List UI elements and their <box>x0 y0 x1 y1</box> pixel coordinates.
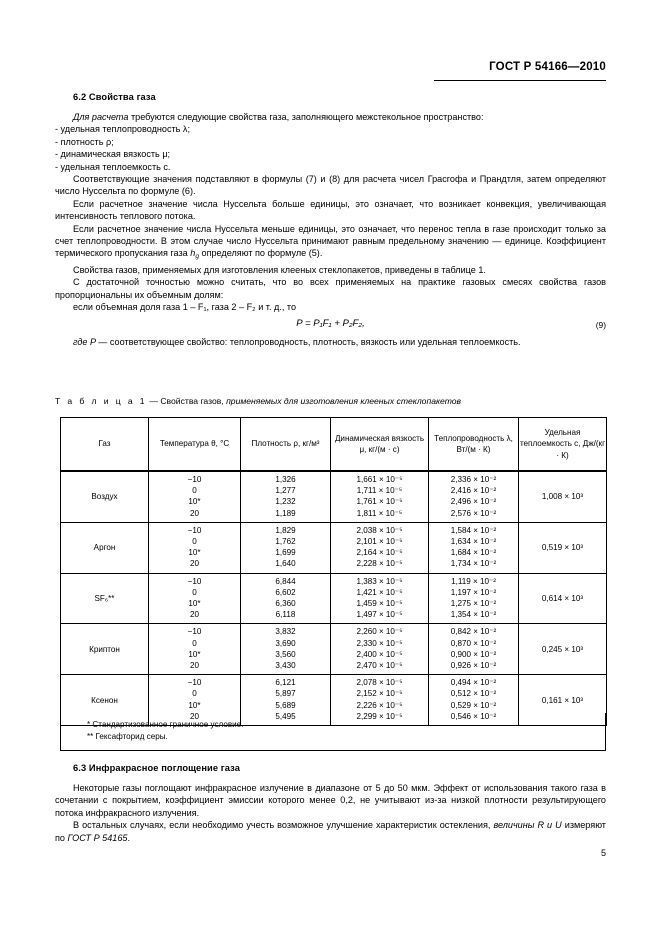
paragraph-grashof-prandtl: Соответствующие значения подставляют в формулы (7) и (8) для расчета чисел Грасгофа и Прандтля, затем определяют число Нуссельта по формуле (6). <box>55 174 606 197</box>
cell-heat-capacity: 0,519 × 10³ <box>519 522 607 573</box>
value-conductivity: 1,119 × 10⁻² <box>451 576 496 586</box>
value-density: 3,832 <box>275 627 296 637</box>
value-conductivity: 1,584 × 10⁻² <box>450 525 497 535</box>
measurement-mid: измеряют по <box>55 820 606 843</box>
value-viscosity: 1,761 × 10⁻⁵ <box>356 497 403 507</box>
table-row <box>61 573 607 624</box>
intro-rest: требуются следующие свойства газа, заполняющего межстекольное пространство: <box>128 112 484 122</box>
value-temperature: 20 <box>189 508 199 518</box>
value-temperature: −10 <box>187 576 202 586</box>
value-temperature: 0 <box>192 537 197 547</box>
cell-viscosity <box>331 624 429 675</box>
value-temperature: 10* <box>188 497 201 507</box>
value-density: 6,360 <box>275 599 296 609</box>
measurement-suffix: . <box>127 832 130 843</box>
value-viscosity: 2,101 × 10⁻⁵ <box>356 537 403 547</box>
value-viscosity: 1,661 × 10⁻⁵ <box>356 475 403 484</box>
value-temperature: 20 <box>189 711 199 721</box>
value-density: 5,897 <box>275 689 296 699</box>
value-conductivity: 0,842 × 10⁻² <box>450 627 497 637</box>
cell-temperatures <box>149 573 241 624</box>
value-conductivity: 1,634 × 10⁻² <box>450 537 497 547</box>
value-density: 1,189 <box>275 508 296 518</box>
formula-9-number: (9) <box>595 320 606 331</box>
table-header-row <box>61 418 607 472</box>
value-conductivity: 0,926 × 10⁻² <box>450 661 497 671</box>
cell-density <box>241 471 331 522</box>
header-rule <box>434 80 606 81</box>
cell-density <box>241 624 331 675</box>
value-conductivity: 2,336 × 10⁻² <box>450 475 497 484</box>
value-temperature: 0 <box>192 587 197 597</box>
cell-temperatures <box>149 522 241 573</box>
section-6-2-intro <box>55 111 606 123</box>
formula-9-legend-body <box>73 336 606 348</box>
value-density: 5,689 <box>275 700 296 710</box>
value-conductivity: 0,870 × 10⁻² <box>450 638 497 648</box>
value-conductivity: 2,576 × 10⁻² <box>450 508 497 518</box>
value-temperature: 10* <box>188 599 201 609</box>
value-temperature: 20 <box>189 610 199 620</box>
value-density: 6,118 <box>275 610 296 620</box>
value-temperature: −10 <box>187 678 202 688</box>
value-density: 1,829 <box>275 525 296 535</box>
value-temperature: 20 <box>189 661 199 671</box>
cell-conductivity <box>429 573 519 624</box>
value-density: 1,277 <box>275 486 296 496</box>
measurement-quantities: величины R и U <box>493 820 562 831</box>
column-header-gas: Газ <box>61 418 149 472</box>
property-item-heat-capacity: - удельная теплоемкость c. <box>55 161 171 172</box>
column-header-density: Плотность ρ, кг/м³ <box>241 418 331 472</box>
value-density: 5,495 <box>275 711 296 721</box>
value-conductivity: 1,275 × 10⁻² <box>450 599 497 609</box>
cell-heat-capacity: 0,614 × 10³ <box>519 573 607 624</box>
cell-gas-name: Ксенон <box>61 675 149 726</box>
value-temperature: 10* <box>188 649 201 659</box>
page-number: 5 <box>600 848 606 858</box>
value-temperature: −10 <box>187 627 202 637</box>
value-conductivity: 0,512 × 10⁻² <box>450 689 497 699</box>
column-header-conductivity: Теплопроводность λ, Вт/(м · К) <box>429 418 519 472</box>
formula-9: P = P₁F₁ + P₂F₂, <box>296 318 365 330</box>
footnote-single-asterisk: * Стандартизованное граничное условие. <box>87 720 244 729</box>
table-caption-dash: — <box>146 396 161 406</box>
value-temperature: −10 <box>187 475 202 484</box>
value-conductivity: 2,496 × 10⁻² <box>450 497 497 507</box>
table-1-caption <box>55 396 461 406</box>
value-viscosity: 2,164 × 10⁻⁵ <box>356 548 403 558</box>
cell-conductivity <box>429 624 519 675</box>
value-viscosity: 1,383 × 10⁻⁵ <box>356 576 403 586</box>
value-viscosity: 2,400 × 10⁻⁵ <box>356 649 403 659</box>
paragraph-nusselt-less <box>55 223 606 264</box>
value-viscosity: 2,228 × 10⁻⁵ <box>356 559 403 569</box>
coefficient-subscript: g <box>195 253 199 261</box>
section-6-2 <box>55 92 606 349</box>
value-temperature: 0 <box>192 638 197 648</box>
legend-text: соответствующее свойство: теплопроводность, плотность, вязкость или удельная теплоемкость. <box>109 337 521 348</box>
volume-fraction-line: если объемная доля газа 1 – F₁, газа 2 – F₂ и т. д., то <box>73 301 297 312</box>
nusselt-prefix: Если расчетное значение числа Нуссельта меньше единицы, это означает, что перенос тепла в газе происходит только за счет теплопроводности. В этом случае число Нуссельта принимают равным предельному значению — единице. Коэффициент термического пропускания газа <box>55 223 606 259</box>
cell-heat-capacity: 1,008 × 10³ <box>519 471 607 522</box>
value-conductivity: 1,734 × 10⁻² <box>450 559 497 569</box>
cell-gas-name: Аргон <box>61 522 149 573</box>
value-conductivity: 0,546 × 10⁻² <box>450 711 497 721</box>
value-viscosity: 2,226 × 10⁻⁵ <box>356 700 403 710</box>
value-viscosity: 2,260 × 10⁻⁵ <box>356 627 403 637</box>
cell-viscosity <box>331 471 429 522</box>
cell-conductivity <box>429 522 519 573</box>
value-density: 3,430 <box>275 661 296 671</box>
value-conductivity: 1,684 × 10⁻² <box>450 548 497 558</box>
measurement-prefix: В остальных случаях, если необходимо учесть возможное улучшение характеристик остекления, <box>73 820 494 831</box>
table-caption-label: Т а б л и ц а 1 <box>55 396 147 406</box>
value-conductivity: 0,900 × 10⁻² <box>450 649 497 659</box>
paragraph-gas-mixtures: С достаточной точностью можно считать, что во всех применяемых на практике газовых смесях свойства газов пропорциональны их объемным долям: <box>55 277 606 300</box>
value-density: 6,121 <box>275 678 296 688</box>
paragraph-nusselt-greater: Если расчетное значение числа Нуссельта больше единицы, это означает, что возникает конвекция, увеличивающая интенсивность теплового потока. <box>55 198 606 222</box>
value-temperature: −10 <box>187 525 202 535</box>
table-row <box>61 522 607 573</box>
value-density: 1,232 <box>275 497 296 507</box>
column-header-heat-capacity: Удельная теплоемкость c, Дж/(кг · К) <box>519 418 607 472</box>
value-density: 1,326 <box>275 475 296 484</box>
legend-symbol: где P — <box>73 337 108 348</box>
value-conductivity: 1,197 × 10⁻² <box>450 587 497 597</box>
paragraph-measurement-reference <box>55 819 606 844</box>
value-viscosity: 1,459 × 10⁻⁵ <box>356 599 403 609</box>
value-density: 1,640 <box>275 559 296 569</box>
cell-gas-name: Воздух <box>61 471 149 522</box>
value-viscosity: 2,330 × 10⁻⁵ <box>356 638 403 648</box>
cell-temperatures <box>149 624 241 675</box>
property-item-viscosity: - динамическая вязкость μ; <box>55 149 171 160</box>
nusselt-suffix: определяют по формуле (5). <box>198 248 323 259</box>
paragraph-table-reference: Свойства газов, применяемых для изготовления клееных стеклопакетов, приведены в таблице 1. <box>73 264 486 275</box>
value-conductivity: 1,354 × 10⁻² <box>450 610 497 620</box>
value-viscosity: 2,299 × 10⁻⁵ <box>356 711 403 721</box>
gas-properties-table <box>60 417 607 726</box>
value-viscosity: 2,470 × 10⁻⁵ <box>356 661 403 671</box>
section-6-2-heading: 6.2 Свойства газа <box>73 92 156 102</box>
value-temperature: 20 <box>189 559 199 569</box>
value-temperature: 0 <box>192 689 197 699</box>
value-temperature: 10* <box>188 548 201 558</box>
value-viscosity: 1,421 × 10⁻⁵ <box>356 587 403 597</box>
section-6-3-heading: 6.3 Инфракрасное поглощение газа <box>73 763 241 773</box>
section-6-3 <box>55 763 606 844</box>
property-item-density: - плотность ρ; <box>55 136 114 147</box>
value-density: 1,699 <box>275 548 296 558</box>
table-caption-italic: применяемых для изготовления клееных стеклопакетов <box>226 396 462 406</box>
intro-italic: Для расчета <box>73 112 129 122</box>
value-conductivity: 2,416 × 10⁻² <box>450 486 497 496</box>
cell-gas-name: SF₆** <box>61 573 149 624</box>
value-viscosity: 1,811 × 10⁻⁵ <box>356 508 403 518</box>
value-density: 1,762 <box>275 537 296 547</box>
value-conductivity: 0,494 × 10⁻² <box>450 678 497 688</box>
referenced-standard: ГОСТ Р 54165 <box>67 832 128 843</box>
value-temperature: 10* <box>188 700 201 710</box>
formula-9-legend <box>55 336 606 348</box>
table-row <box>61 624 607 675</box>
cell-heat-capacity: 0,245 × 10³ <box>519 624 607 675</box>
column-header-temperature: Температура θ, °C <box>149 418 241 472</box>
value-density: 3,690 <box>275 638 296 648</box>
cell-density <box>241 522 331 573</box>
value-viscosity: 2,152 × 10⁻⁵ <box>356 689 403 699</box>
value-temperature: 0 <box>192 486 197 496</box>
cell-heat-capacity: 0,161 × 10³ <box>519 675 607 726</box>
footnote-double-asterisk: ** Гексафторид серы. <box>87 732 168 742</box>
value-density: 6,602 <box>275 587 296 597</box>
value-viscosity: 2,078 × 10⁻⁵ <box>356 678 403 688</box>
cell-temperatures <box>149 471 241 522</box>
property-item-conductivity: - удельная теплопроводность λ; <box>55 124 191 135</box>
table-row <box>61 471 607 522</box>
value-viscosity: 1,497 × 10⁻⁵ <box>356 610 403 620</box>
paragraph-infrared-absorption: Некоторые газы поглощают инфракрасное излучение в диапазоне от 5 до 50 мкм. Эффект от использования такого газа в сочетании с покрытием, коэффициент эмиссии которого менее 0,2, не учитывают из-за низкой плотности результирующего потока инфракрасного излучения. <box>55 783 606 818</box>
value-conductivity: 0,529 × 10⁻² <box>450 700 497 710</box>
column-header-viscosity: Динамическая вязкость μ, кг/(м · с) <box>331 418 429 472</box>
cell-viscosity <box>331 522 429 573</box>
coefficient-symbol: h <box>190 248 196 259</box>
cell-gas-name: Криптон <box>61 624 149 675</box>
value-viscosity: 2,038 × 10⁻⁵ <box>356 525 403 535</box>
value-density: 3,560 <box>275 649 296 659</box>
formula-9-row <box>55 318 606 332</box>
cell-conductivity <box>429 471 519 522</box>
table-caption-plain: Свойства газов, <box>160 396 227 406</box>
cell-density <box>241 573 331 624</box>
value-viscosity: 1,711 × 10⁻⁵ <box>356 486 403 496</box>
value-density: 6,844 <box>275 576 296 586</box>
standard-header: ГОСТ Р 54166—2010 <box>489 61 606 73</box>
cell-viscosity <box>331 573 429 624</box>
table-1-footnotes <box>60 713 606 751</box>
